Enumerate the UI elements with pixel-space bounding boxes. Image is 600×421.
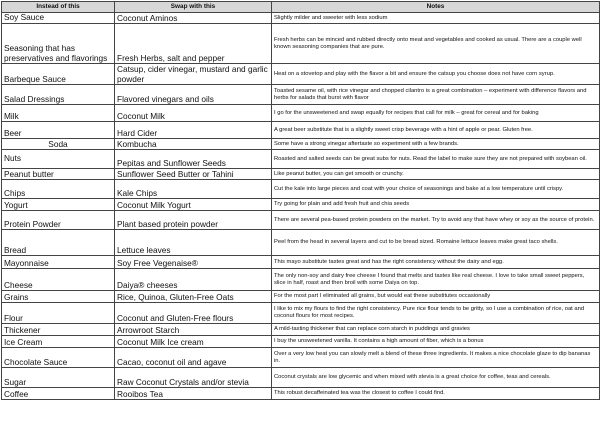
instead-cell: Mayonnaise	[2, 256, 115, 269]
notes-cell: Like peanut butter, you can get smooth or crunchy.	[272, 169, 600, 180]
notes-cell: Slightly milder and sweeter with less sodium	[272, 13, 600, 24]
table-row	[2, 150, 600, 169]
notes-cell: Heat on a stovetop and play with the flavor a bit and ensure the catsup you choose does not have corn syrup.	[272, 64, 600, 85]
notes-cell: This robust decaffeinated tea was the closest to coffee I could find.	[272, 388, 600, 400]
notes-cell: Over a very low heat you can slowly melt a blend of these three ingredients. It makes a nice chocolate glaze to dip bananas in.	[272, 348, 600, 368]
notes-cell: Fresh herbs can be minced and rubbed directly onto meat and vegetables and cooked as usual. There are a couple well known seasoning companies that are pure.	[272, 24, 600, 64]
table-row	[2, 13, 600, 24]
notes-cell: Roasted and salted seeds can be great subs for nuts. Read the label to make sure they are not prepared with soybean oil.	[272, 150, 600, 169]
table-row	[2, 388, 600, 400]
instead-cell: Yogurt	[2, 199, 115, 211]
swap-cell: Fresh Herbs, salt and pepper	[115, 24, 272, 64]
swap-cell: Coconut Milk Yogurt	[115, 199, 272, 211]
notes-cell: There are several pea-based protein powders on the market. Try to avoid any that have whey or soy as the source of protein.	[272, 211, 600, 230]
food-swap-table	[1, 1, 600, 400]
table-row	[2, 24, 600, 64]
instead-cell: Beer	[2, 122, 115, 139]
instead-cell: Seasoning that has preservatives and flavorings	[2, 24, 115, 64]
instead-cell: Protein Powder	[2, 211, 115, 230]
swap-cell: Catsup, cider vinegar, mustard and garlic powder	[115, 64, 272, 85]
swap-cell: Coconut Milk Ice cream	[115, 336, 272, 348]
header-swap: Swap with this	[115, 2, 272, 13]
table-row	[2, 256, 600, 269]
instead-cell: Bread	[2, 230, 115, 256]
swap-cell: Daiya® cheeses	[115, 269, 272, 291]
notes-cell: Try going for plain and add fresh fruit and chia seeds	[272, 199, 600, 211]
table-row	[2, 303, 600, 324]
table-row	[2, 169, 600, 180]
notes-cell: Toasted sesame oil, with rice vinegar and chopped cilantro is a great combination – experiment with difference flavors and herbs for salads that burst with flavor	[272, 85, 600, 105]
swap-cell: Cacao, coconut oil and agave	[115, 348, 272, 368]
table-row	[2, 269, 600, 291]
instead-cell: Grains	[2, 291, 115, 303]
table-row	[2, 324, 600, 336]
instead-cell: Thickener	[2, 324, 115, 336]
notes-cell: Some have a strong vinegar aftertaste so experiment with a few brands.	[272, 139, 600, 150]
notes-cell: I go for the unsweetened and swap equally for recipes that call for milk – great for cereal and for baking	[272, 105, 600, 122]
notes-cell: The only non-soy and dairy free cheese I found that melts and tastes like real cheese. I love to take small sweet peppers, slice in half, roast and then broil with some Daiya on top.	[272, 269, 600, 291]
instead-cell: Flour	[2, 303, 115, 324]
instead-cell: Nuts	[2, 150, 115, 169]
notes-cell: This mayo substitute tastes great and has the right consistency without the dairy and egg.	[272, 256, 600, 269]
table-row	[2, 291, 600, 303]
table-row	[2, 180, 600, 199]
header-row	[2, 2, 600, 13]
notes-cell: I like to mix my flours to find the right consistency. Pure rice flour tends to be gritty, so I use a combination of rice, oat and coconut flours for most recipes.	[272, 303, 600, 324]
instead-cell: Coffee	[2, 388, 115, 400]
instead-cell: Salad Dressings	[2, 85, 115, 105]
swap-cell: Sunflower Seed Butter or Tahini	[115, 169, 272, 180]
swap-cell: Plant based protein powder	[115, 211, 272, 230]
notes-cell: I buy the unsweetened vanilla. It contains a high amount of fiber, which is a bonus	[272, 336, 600, 348]
header-instead: Instead of this	[2, 2, 115, 13]
instead-cell: Soda	[2, 139, 115, 150]
table-row	[2, 348, 600, 368]
instead-cell: Cheese	[2, 269, 115, 291]
swap-cell: Rooibos Tea	[115, 388, 272, 400]
table-row	[2, 336, 600, 348]
notes-cell: For the most part I eliminated all grains, but would eat these substitutes occasionally	[272, 291, 600, 303]
swap-cell: Rice, Quinoa, Gluten-Free Oats	[115, 291, 272, 303]
swap-cell: Coconut Milk	[115, 105, 272, 122]
table-row	[2, 122, 600, 139]
table-row	[2, 211, 600, 230]
notes-cell: A mild-tasting thickener that can replace corn starch in puddings and gravies	[272, 324, 600, 336]
header-notes: Notes	[272, 2, 600, 13]
swap-cell: Soy Free Vegenaise®	[115, 256, 272, 269]
instead-cell: Peanut butter	[2, 169, 115, 180]
swap-cell: Lettuce leaves	[115, 230, 272, 256]
table-row	[2, 230, 600, 256]
table-row	[2, 85, 600, 105]
table-row	[2, 368, 600, 388]
swap-cell: Kombucha	[115, 139, 272, 150]
table-row	[2, 199, 600, 211]
instead-cell: Soy Sauce	[2, 13, 115, 24]
swap-cell: Coconut and Gluten-Free flours	[115, 303, 272, 324]
swap-cell: Hard Cider	[115, 122, 272, 139]
swap-cell: Raw Coconut Crystals and/or stevia	[115, 368, 272, 388]
instead-cell: Ice Cream	[2, 336, 115, 348]
notes-cell: Peel from the head in several layers and cut to be bread sized. Romaine lettuce leaves make great taco shells.	[272, 230, 600, 256]
notes-cell: Coconut crystals are low glycemic and when mixed with stevia is a great choice for coffee, teas and cereals.	[272, 368, 600, 388]
swap-cell: Arrowroot Starch	[115, 324, 272, 336]
swap-cell: Kale Chips	[115, 180, 272, 199]
table-row	[2, 105, 600, 122]
notes-cell: A great beer substitute that is a slightly sweet crisp beverage with a hint of apple or pear. Gluten free.	[272, 122, 600, 139]
swap-cell: Flavored vinegars and oils	[115, 85, 272, 105]
table-row	[2, 64, 600, 85]
instead-cell: Barbeque Sauce	[2, 64, 115, 85]
instead-cell: Milk	[2, 105, 115, 122]
swap-cell: Coconut Aminos	[115, 13, 272, 24]
notes-cell: Cut the kale into large pieces and coat with your choice of seasonings and bake at a low temperature until crispy.	[272, 180, 600, 199]
instead-cell: Chips	[2, 180, 115, 199]
table-row	[2, 139, 600, 150]
instead-cell: Chocolate Sauce	[2, 348, 115, 368]
instead-cell: Sugar	[2, 368, 115, 388]
swap-cell: Pepitas and Sunflower Seeds	[115, 150, 272, 169]
